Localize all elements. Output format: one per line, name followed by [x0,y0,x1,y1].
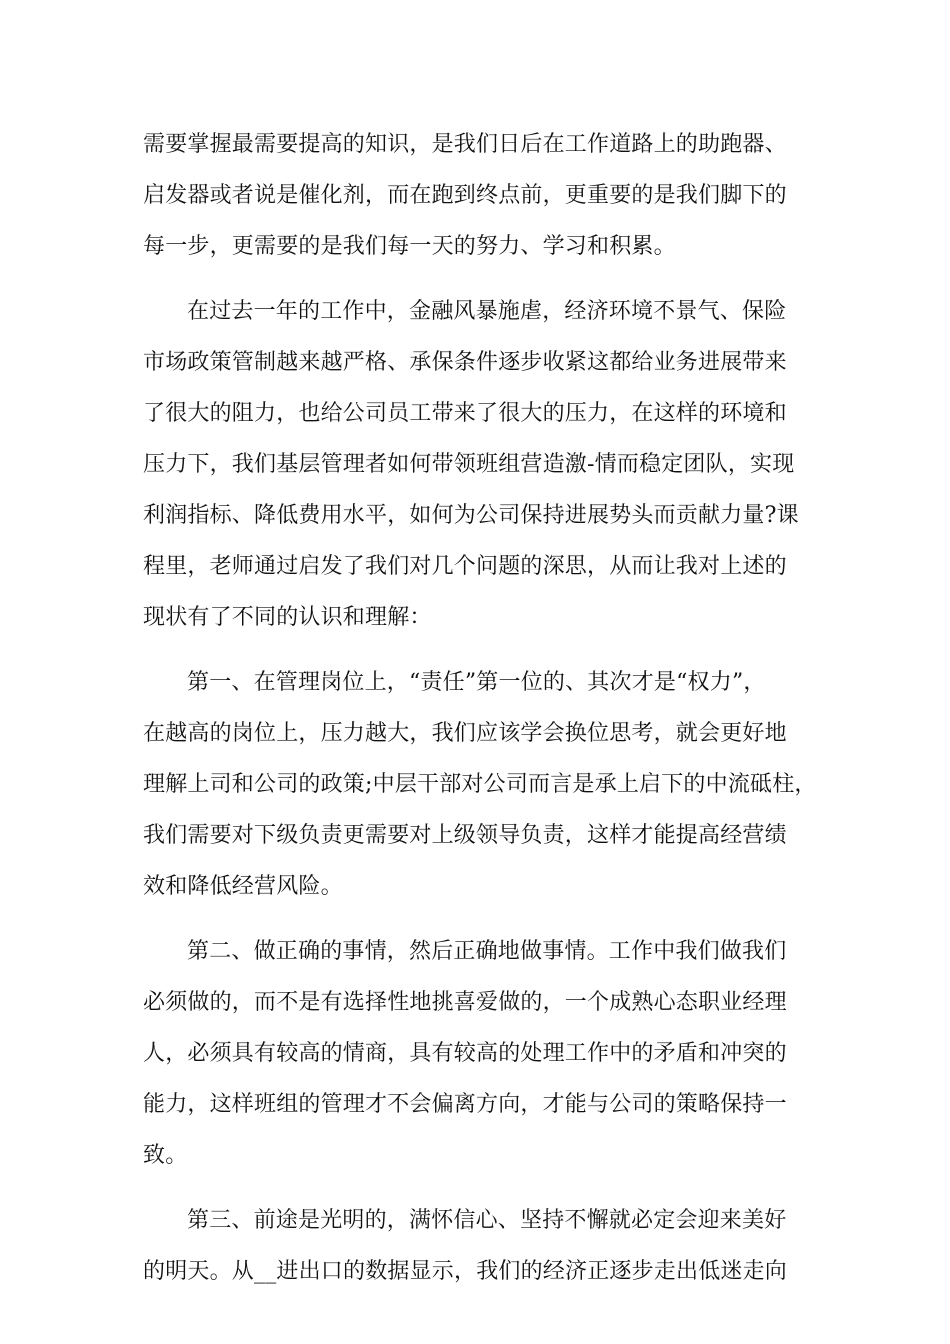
text-line: 程里，老师通过启发了我们对几个问题的深思，从而让我对上述的 [143,554,787,579]
text-line: 人，必须具有较高的情商，具有较高的处理工作中的矛盾和冲突的 [143,1041,787,1066]
text-line: 能力，这样班组的管理才不会偏离方向，才能与公司的策略保持一 [143,1092,787,1117]
text-line: 现状有了不同的认识和理解： [143,605,432,630]
paragraph [143,657,817,912]
text-line: 需要掌握最需要提高的知识，是我们日后在工作道路上的助跑器、 [143,132,787,157]
text-line: 必须做的，而不是有选择性地挑喜爱做的，一个成熟心态职业经理 [143,990,787,1015]
text-line: 启发器或者说是催化剂，而在跑到终点前，更重要的是我们脚下的 [143,183,787,208]
text-line: 了很大的阻力，也给公司员工带来了很大的压力，在这样的环境和 [143,401,787,426]
text-line: 第二、做正确的事情，然后正确地做事情。工作中我们做我们 [187,939,787,964]
text-line: 在越高的岗位上，压力越大，我们应该学会换位思考，就会更好地 [143,721,787,746]
text-line: 压力下，我们基层管理者如何带领班组营造激-情而稳定团队，实现 [143,452,795,477]
paragraph [143,119,808,272]
text-line: 理解上司和公司的政策;中层干部对公司而言是承上启下的中流砥柱， [143,772,817,797]
text-line: 在过去一年的工作中，金融风暴施虐，经济环境不景气、保险 [187,299,787,324]
text-line: 我们需要对下级负责更需要对上级领导负责，这样才能提高经营绩 [143,823,787,848]
text-line: 的明天。从__进出口的数据显示，我们的经济正逐步走出低迷走向 [143,1259,788,1284]
text-line: 效和降低经营风险。 [143,874,343,899]
paragraph [143,926,808,1181]
text-line: 第三、前途是光明的，满怀信心、坚持不懈就必定会迎来美好 [187,1208,787,1233]
text-line: 利润指标、降低费用水平，如何为公司保持进展势头而贡献力量?课 [143,503,799,528]
text-line: 市场政策管制越来越严格、承保条件逐步收紧这都给业务进展带来 [143,350,787,375]
text-line: 第一、在管理岗位上，“责任”第一位的、其次才是“权力”， [187,670,766,695]
text-line: 致。 [143,1143,188,1168]
document-body [143,119,817,1297]
paragraph [143,286,808,643]
paragraph [143,1195,808,1297]
text-line: 每一步，更需要的是我们每一天的努力、学习和积累。 [143,234,676,259]
